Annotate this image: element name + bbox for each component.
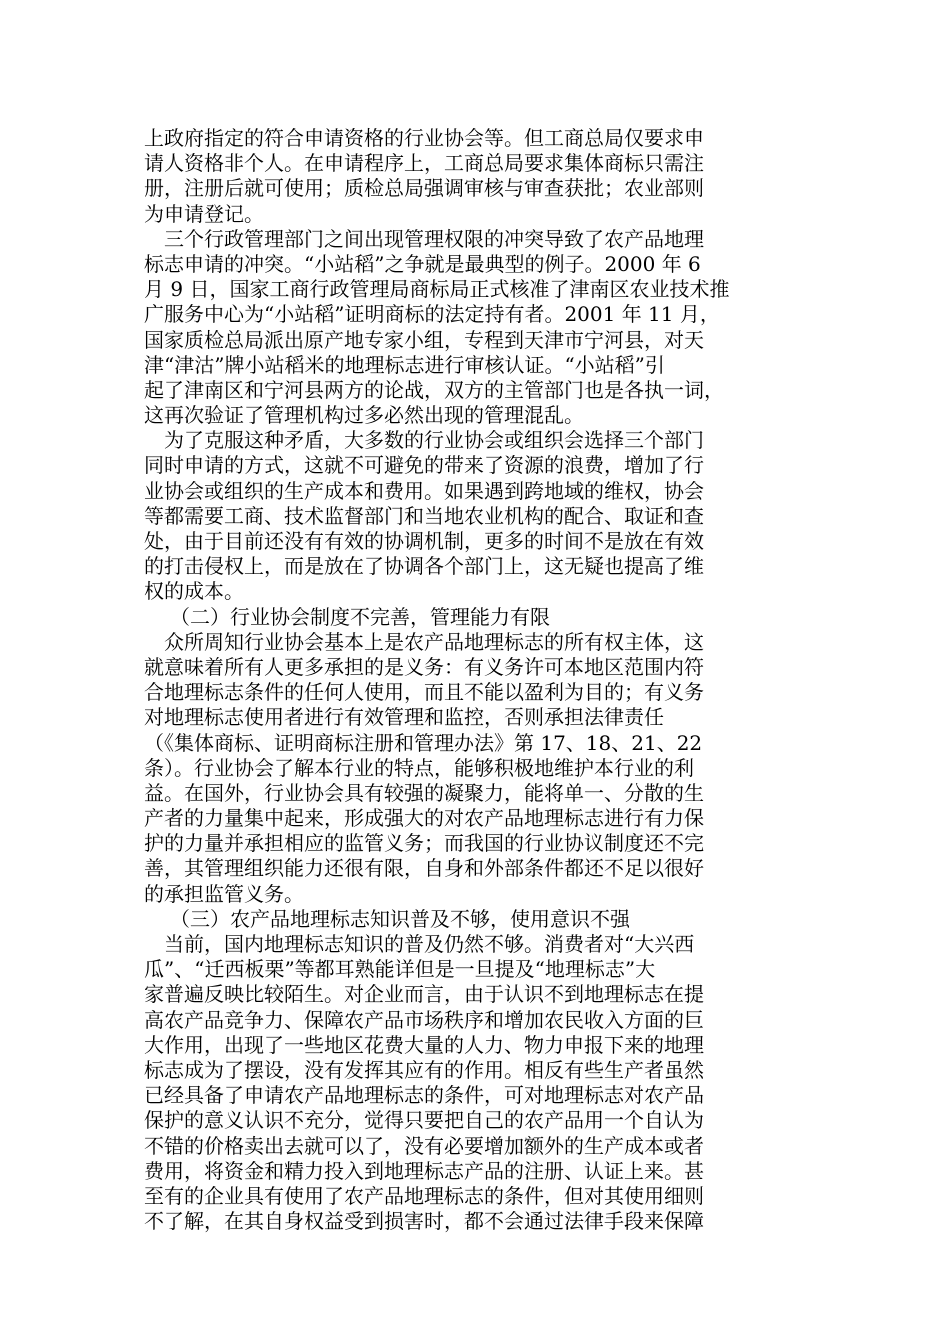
text-line: 起了津南区和宁河县两方的论战，双方的主管部门也是各执一词，: [144, 377, 724, 402]
text-line: 不了解，在其自身权益受到损害时，都不会通过法律手段来保障: [144, 1209, 704, 1234]
text-line: 同时申请的方式，这就不可避免的带来了资源的浪费，增加了行: [144, 453, 704, 478]
text-line: 益。在国外，行业协会具有较强的凝聚力，能将单一、分散的生: [144, 780, 704, 805]
text-line: 处，由于目前还没有有效的协调机制，更多的时间不是放在有效: [144, 529, 704, 553]
text-line: （《集体商标、证明商标注册和管理办法》第 17、18、21、22: [144, 730, 703, 755]
text-line: 册，注册后就可使用；质检总局强调审核与审查获批；农业部则: [144, 176, 704, 201]
text-line: 瓜”、“迁西板栗”等都耳熟能详但是一旦提及“地理标志”大: [144, 957, 656, 982]
section-heading: （三）农产品地理标志知识普及不够，使用意识不强: [170, 906, 630, 931]
text-line: 业协会或组织的生产成本和费用。如果遇到跨地域的维权，协会: [144, 478, 704, 503]
text-line: 保护的意义认识不充分，觉得只要把自己的农产品用一个自认为: [144, 1108, 704, 1133]
text-line: 高农产品竞争力、保障农产品市场秩序和增加农民收入方面的巨: [144, 1007, 704, 1032]
text-line: 对地理标志使用者进行有效管理和监控，否则承担法律责任: [144, 705, 664, 730]
text-line: 广服务中心为“小站稻”证明商标的法定持有者。2001 年 11 月，: [144, 302, 720, 327]
text-line: 产者的力量集中起来，形成强大的对农产品地理标志进行有力保: [144, 806, 704, 831]
text-line: 的承担监管义务。: [144, 881, 304, 906]
section-heading: （二）行业协会制度不完善，管理能力有限: [170, 604, 550, 629]
text-line: 合地理标志条件的任何人使用，而且不能以盈利为目的；有义务: [144, 680, 704, 705]
text-line: 权的成本。: [144, 579, 244, 604]
document-body: [144, 126, 796, 1234]
text-line: 至有的企业具有使用了农产品地理标志的条件，但对其使用细则: [144, 1183, 704, 1208]
paragraph-first-line: 当前，国内地理标志知识的普及仍然不够。消费者对“大兴西: [164, 932, 695, 956]
text-line: 费用，将资金和精力投入到地理标志产品的注册、认证上来。甚: [144, 1158, 704, 1183]
text-line: 条）。行业协会了解本行业的特点，能够积极地维护本行业的利: [144, 755, 694, 780]
text-line: 等都需要工商、技术监督部门和当地农业机构的配合、取证和查: [144, 503, 704, 528]
text-line: 就意味着所有人更多承担的是义务：有义务许可本地区范围内符: [144, 654, 704, 679]
text-line: 这再次验证了管理机构过多必然出现的管理混乱。: [144, 403, 584, 428]
text-line: 标志申请的冲突。“小站稻”之争就是最典型的例子。2000 年 6: [144, 251, 701, 276]
text-line: 上政府指定的符合申请资格的行业协会等。但工商总局仅要求申: [144, 126, 704, 150]
paragraph-first-line: 为了克服这种矛盾，大多数的行业协会或组织会选择三个部门: [164, 428, 704, 453]
paragraph-first-line: 众所周知行业协会基本上是农产品地理标志的所有权主体，这: [164, 629, 704, 654]
text-line: 不错的价格卖出去就可以了，没有必要增加额外的生产成本或者: [144, 1133, 704, 1158]
paragraph-first-line: 三个行政管理部门之间出现管理权限的冲突导致了农产品地理: [164, 226, 704, 251]
text-line: 已经具备了申请农产品地理标志的条件，可对地理标志对农产品: [144, 1083, 704, 1108]
text-line: 的打击侵权上，而是放在了协调各个部门上，这无疑也提高了维: [144, 554, 704, 579]
text-line: 津“津沽”牌小站稻米的地理标志进行审核认证。“小站稻”引: [144, 352, 665, 377]
text-line: 标志成为了摆设，没有发挥其应有的作用。相反有些生产者虽然: [144, 1057, 704, 1082]
text-line: 善，其管理组织能力还很有限，自身和外部条件都还不足以很好: [144, 856, 704, 881]
text-line: 护的力量并承担相应的监管义务；而我国的行业协议制度还不完: [144, 831, 704, 856]
text-line: 家普遍反映比较陌生。对企业而言，由于认识不到地理标志在提: [144, 982, 704, 1007]
text-line: 请人资格非个人。在申请程序上，工商总局要求集体商标只需注: [144, 151, 704, 176]
text-line: 月 9 日，国家工商行政管理局商标局正式核准了津南区农业技术推: [144, 277, 730, 302]
text-line: 大作用，出现了一些地区花费大量的人力、物力申报下来的地理: [144, 1032, 704, 1057]
text-line: 为申请登记。: [144, 201, 264, 226]
text-line: 国家质检总局派出原产地专家小组，专程到天津市宁河县，对天: [144, 327, 704, 352]
